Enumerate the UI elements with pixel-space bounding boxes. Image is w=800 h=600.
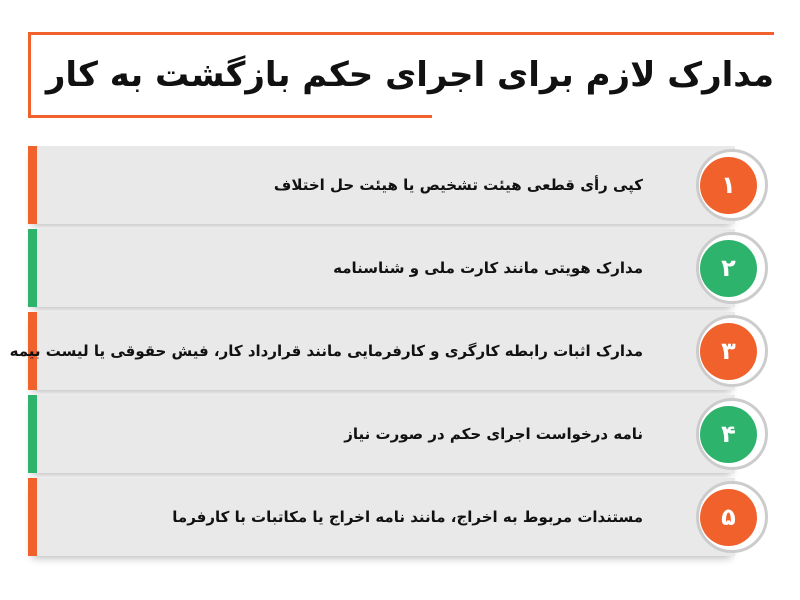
list-item-card <box>9 312 735 390</box>
list-item-text: مدارک هویتی مانند کارت ملی و شناسنامه <box>333 259 643 277</box>
number-badge: ۱ <box>700 157 757 214</box>
list-item-accent-bar <box>28 146 37 224</box>
number-badge: ۵ <box>700 489 757 546</box>
list-item-card <box>28 229 735 307</box>
list-item-accent-bar <box>28 229 37 307</box>
list-item-text: مدارک اثبات رابطه کارگری و کارفرمایی مانند قرارداد کار، فیش حقوقی یا لیست بیمه <box>9 342 643 360</box>
number-badge: ۲ <box>700 240 757 297</box>
list-item-accent-bar <box>28 478 37 556</box>
list-item-card <box>28 146 735 224</box>
list-item-text: نامه درخواست اجرای حکم در صورت نیاز <box>344 425 643 443</box>
list-item-card <box>28 395 735 473</box>
list-item <box>9 312 770 390</box>
title-frame-bottom-line <box>28 115 432 118</box>
list-item <box>28 478 770 556</box>
title-frame-left-line <box>28 32 31 118</box>
list-item-text: کپی رأی قطعی هیئت تشخیص یا هیئت حل اختلاف <box>273 176 643 194</box>
list-item-text: مستندات مربوط به اخراج، مانند نامه اخراج یا مکاتبات با کارفرما <box>172 508 643 526</box>
number-badge: ۳ <box>700 323 757 380</box>
title-frame-top-line <box>28 32 774 35</box>
list-item <box>28 146 770 224</box>
list-item <box>28 395 770 473</box>
list-item-card <box>28 478 735 556</box>
list-item-accent-bar <box>28 395 37 473</box>
list-item <box>28 229 770 307</box>
page-title: مدارک لازم برای اجرای حکم بازگشت به کار <box>45 55 774 95</box>
number-badge: ۴ <box>700 406 757 463</box>
